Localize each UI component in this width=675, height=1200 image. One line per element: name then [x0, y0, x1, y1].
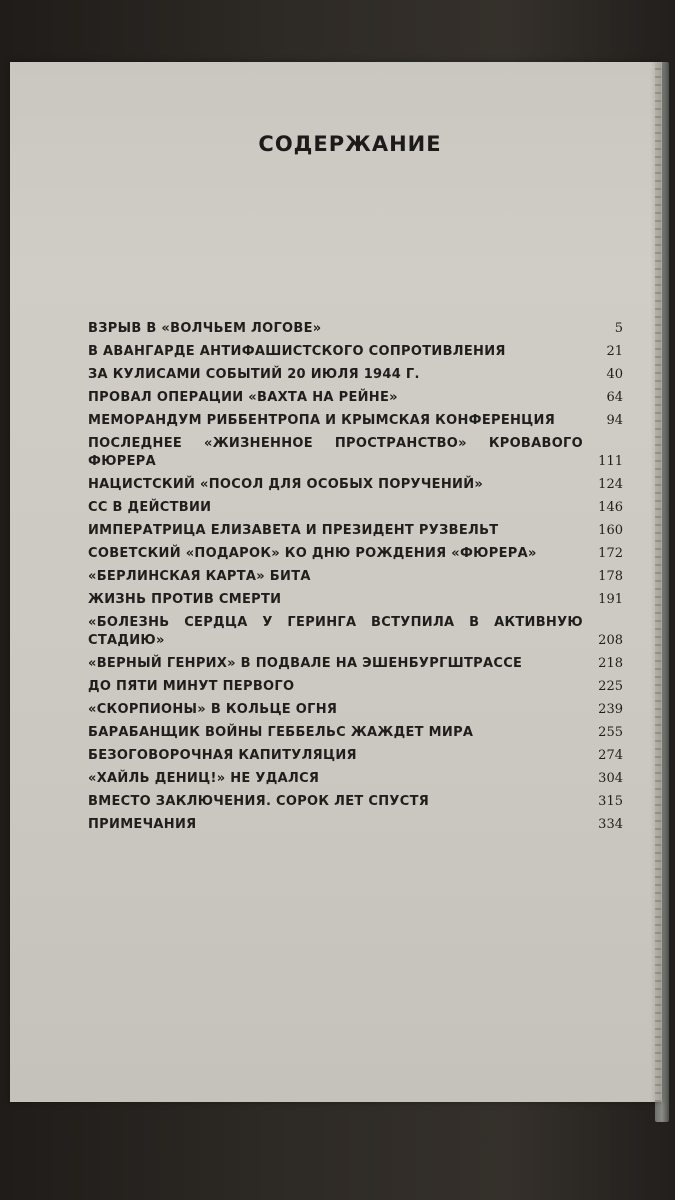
toc-entry [88, 389, 623, 407]
toc-entry-page: 94 [606, 413, 623, 428]
toc-entry-title: «БЕРЛИНСКАЯ КАРТА» БИТА [88, 569, 311, 584]
toc-entry-title: В АВАНГАРДЕ АНТИФАШИСТСКОГО СОПРОТИВЛЕНИЯ [88, 344, 506, 359]
toc-entry-page: 21 [606, 344, 623, 359]
toc-entry-title: ПРОВАЛ ОПЕРАЦИИ «ВАХТА НА РЕЙНЕ» [88, 390, 398, 405]
toc-entry [88, 366, 623, 384]
toc-entry-title: ИМПЕРАТРИЦА ЕЛИЗАВЕТА И ПРЕЗИДЕНТ РУЗВЕЛЬТ [88, 523, 499, 538]
toc-entry-title: ВЗРЫВ В «ВОЛЧЬЕМ ЛОГОВЕ» [88, 321, 322, 336]
toc-entry-page: 218 [598, 656, 623, 671]
toc-entry-title: СС В ДЕЙСТВИИ [88, 500, 212, 515]
toc-entry [88, 320, 623, 338]
toc-entry [88, 343, 623, 361]
toc-entry-title: «ВЕРНЫЙ ГЕНРИХ» В ПОДВАЛЕ НА ЭШЕНБУРГШТРАССЕ [88, 656, 523, 671]
toc-entry [88, 724, 623, 742]
toc-entry-page: 172 [598, 546, 623, 561]
toc-entry [88, 499, 623, 517]
toc-entry-page: 274 [598, 748, 623, 763]
toc-entry-title: НАЦИСТСКИЙ «ПОСОЛ ДЛЯ ОСОБЫХ ПОРУЧЕНИЙ» [88, 477, 484, 492]
toc-entry [88, 568, 623, 586]
toc-entry [88, 476, 623, 494]
toc-entry-title: ДО ПЯТИ МИНУТ ПЕРВОГО [88, 679, 295, 694]
toc-entry-page: 146 [598, 500, 623, 515]
toc-entry [88, 412, 623, 430]
toc-entry-page: 191 [598, 592, 623, 607]
toc-entry [88, 655, 623, 673]
toc-entry [88, 793, 623, 811]
toc-entry-page: 208 [598, 633, 623, 648]
toc-entry-title: МЕМОРАНДУМ РИББЕНТРОПА И КРЫМСКАЯ КОНФЕРЕНЦИЯ [88, 413, 556, 428]
toc-entry-page: 111 [598, 454, 623, 469]
toc-entry-title: ПРИМЕЧАНИЯ [88, 817, 197, 832]
table-of-contents [88, 320, 623, 839]
toc-entry-title: ПОСЛЕДНЕЕ «ЖИЗНЕННОЕ ПРОСТРАНСТВО» КРОВАВОГО ФЮРЕРА [88, 436, 583, 469]
toc-entry-page: 160 [598, 523, 623, 538]
toc-entry [88, 522, 623, 540]
page-binding-stitches [655, 62, 661, 1102]
toc-entry-page: 225 [598, 679, 623, 694]
toc-entry [88, 614, 623, 650]
toc-title: СОДЕРЖАНИЕ [258, 132, 442, 156]
book-page [10, 62, 662, 1102]
toc-entry-page: 178 [598, 569, 623, 584]
toc-entry [88, 816, 623, 834]
toc-entry [88, 545, 623, 563]
toc-entry-title: ЗА КУЛИСАМИ СОБЫТИЙ 20 ИЮЛЯ 1944 Г. [88, 367, 420, 382]
toc-entry-page: 334 [598, 817, 623, 832]
toc-entry-page: 304 [598, 771, 623, 786]
toc-entry-title: БАРАБАНЩИК ВОЙНЫ ГЕББЕЛЬС ЖАЖДЕТ МИРА [88, 725, 474, 740]
toc-entry [88, 701, 623, 719]
toc-entry-title: ЖИЗНЬ ПРОТИВ СМЕРТИ [88, 592, 282, 607]
toc-entry-title: «СКОРПИОНЫ» В КОЛЬЦЕ ОГНЯ [88, 702, 338, 717]
toc-entry-title: «БОЛЕЗНЬ СЕРДЦА У ГЕРИНГА ВСТУПИЛА В АКТИВНУЮ СТАДИЮ» [88, 615, 583, 648]
toc-entry-page: 239 [598, 702, 623, 717]
toc-entry-title: БЕЗОГОВОРОЧНАЯ КАПИТУЛЯЦИЯ [88, 748, 357, 763]
toc-entry-title: «ХАЙЛЬ ДЕНИЦ!» НЕ УДАЛСЯ [88, 771, 320, 786]
toc-entry-title: СОВЕТСКИЙ «ПОДАРОК» КО ДНЮ РОЖДЕНИЯ «ФЮРЕРА» [88, 546, 537, 561]
toc-entry-title: ВМЕСТО ЗАКЛЮЧЕНИЯ. СОРОК ЛЕТ СПУСТЯ [88, 794, 430, 809]
toc-entry-page: 40 [606, 367, 623, 382]
toc-entry-page: 255 [598, 725, 623, 740]
toc-entry [88, 770, 623, 788]
toc-entry [88, 435, 623, 471]
toc-entry [88, 678, 623, 696]
toc-entry-page: 5 [614, 321, 623, 336]
toc-entry [88, 747, 623, 765]
toc-entry-page: 124 [598, 477, 623, 492]
toc-entry-page: 315 [598, 794, 623, 809]
toc-entry [88, 591, 623, 609]
toc-entry-page: 64 [606, 390, 623, 405]
